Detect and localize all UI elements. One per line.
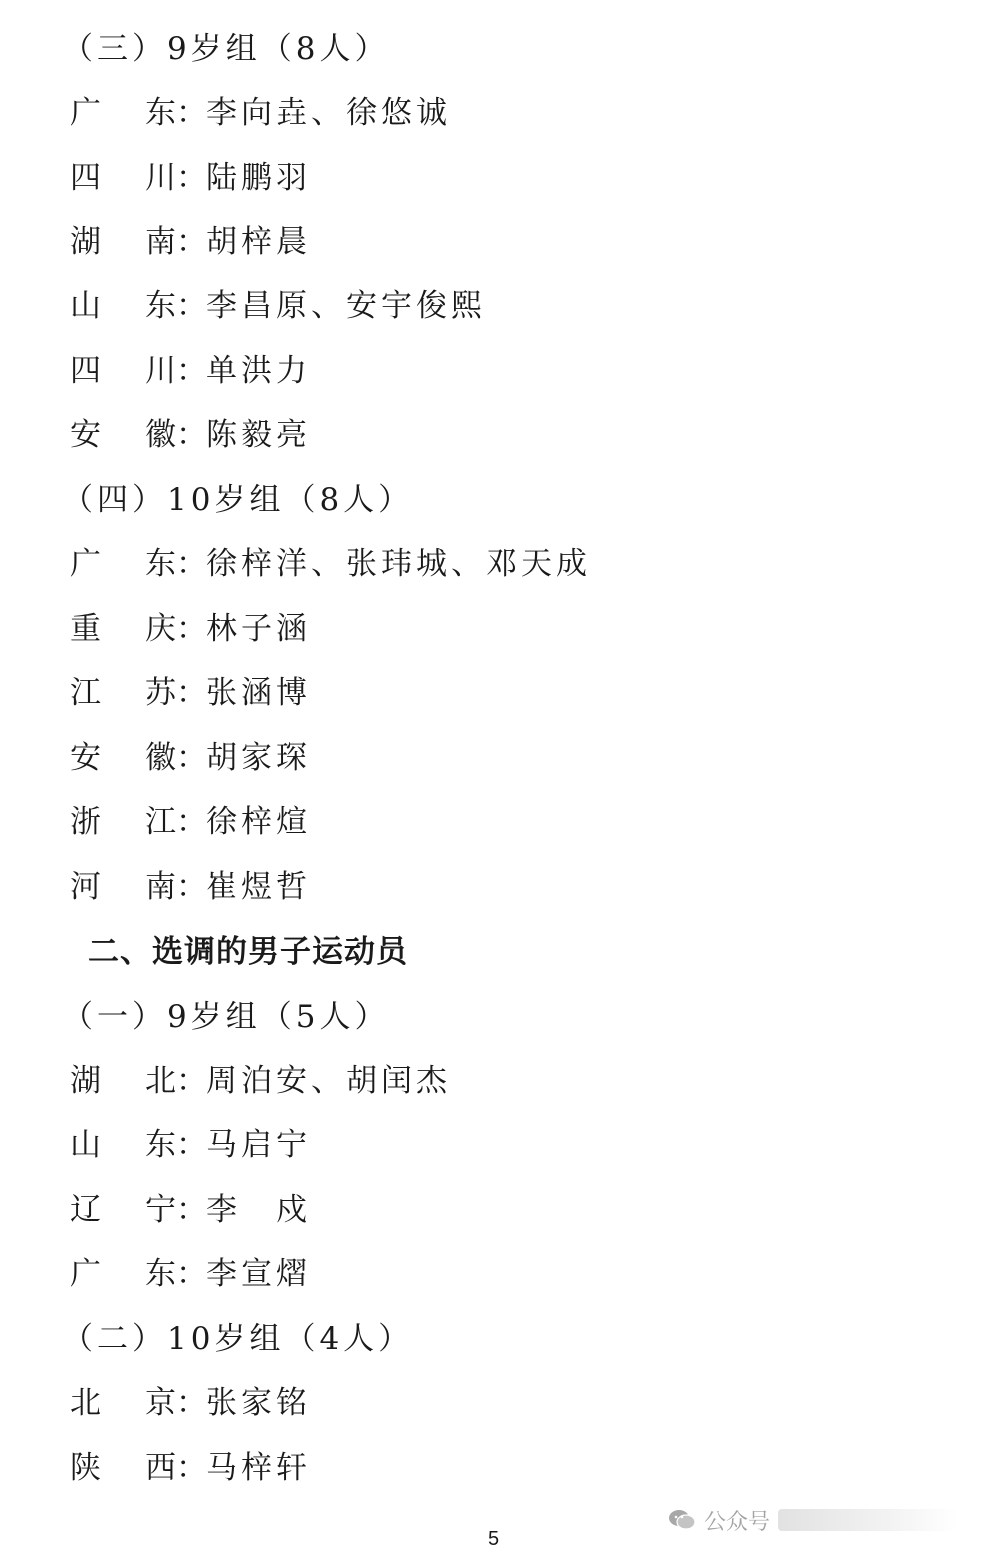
list-item bbox=[62, 1049, 451, 1105]
list-item bbox=[62, 274, 486, 330]
athlete-names: 李宣熠 bbox=[206, 1255, 311, 1292]
section-heading: 二、选调的男子运动员 bbox=[88, 933, 408, 970]
list-item bbox=[62, 855, 311, 911]
athlete-names: 马梓轩 bbox=[206, 1449, 311, 1486]
group-heading: （二）10岁组（4人） bbox=[62, 1320, 414, 1357]
province: 山 东 bbox=[70, 1126, 176, 1163]
page-number: 5 bbox=[487, 1528, 500, 1550]
list-item bbox=[62, 790, 311, 846]
province: 江 苏 bbox=[70, 674, 176, 711]
list-item bbox=[62, 81, 451, 137]
colon: ： bbox=[176, 1126, 207, 1163]
athlete-names: 陆鹏羽 bbox=[206, 159, 311, 196]
list-item bbox=[62, 1178, 311, 1234]
athlete-names: 徐梓洋、张玮城、邓天成 bbox=[206, 545, 591, 582]
colon: ： bbox=[176, 1255, 207, 1292]
list-item bbox=[62, 1113, 311, 1169]
athlete-names: 胡家琛 bbox=[206, 739, 311, 776]
list-item bbox=[62, 403, 311, 459]
athlete-names: 李昌原、安宇俊熙 bbox=[206, 287, 486, 324]
colon: ： bbox=[176, 352, 207, 389]
colon: ： bbox=[176, 416, 207, 453]
province: 重 庆 bbox=[70, 610, 176, 647]
province: 广 东 bbox=[70, 94, 176, 131]
group-heading: （三）9岁组（8人） bbox=[62, 30, 390, 67]
colon: ： bbox=[176, 1062, 207, 1099]
athlete-names: 单洪力 bbox=[206, 352, 311, 389]
colon: ： bbox=[176, 803, 207, 840]
athlete-names: 周泊安、胡闰杰 bbox=[206, 1062, 451, 1099]
athlete-names: 张涵博 bbox=[206, 674, 311, 711]
province: 四 川 bbox=[70, 352, 176, 389]
group-heading: （四）10岁组（8人） bbox=[62, 481, 414, 518]
province: 陕 西 bbox=[70, 1449, 176, 1486]
colon: ： bbox=[176, 1191, 207, 1228]
list-item bbox=[62, 146, 311, 202]
list-item bbox=[62, 597, 311, 653]
athlete-names: 李向垚、徐悠诚 bbox=[206, 94, 451, 131]
watermark-text: 公众号 bbox=[704, 1509, 771, 1535]
athlete-names: 张家铭 bbox=[206, 1384, 311, 1421]
list-item bbox=[62, 532, 591, 588]
list-item bbox=[62, 210, 311, 266]
list-item bbox=[62, 1242, 311, 1298]
province: 广 东 bbox=[70, 1255, 176, 1292]
colon: ： bbox=[176, 868, 207, 905]
colon: ： bbox=[176, 1384, 207, 1421]
list-item bbox=[62, 661, 311, 717]
athlete-names: 胡梓晨 bbox=[206, 223, 311, 260]
province: 山 东 bbox=[70, 287, 176, 324]
athlete-names: 李 戍 bbox=[206, 1191, 311, 1228]
list-item bbox=[62, 339, 311, 395]
province: 湖 北 bbox=[70, 1062, 176, 1099]
colon: ： bbox=[176, 674, 207, 711]
province: 北 京 bbox=[70, 1384, 176, 1421]
athlete-names: 林子涵 bbox=[206, 610, 311, 647]
colon: ： bbox=[176, 94, 207, 131]
colon: ： bbox=[176, 1449, 207, 1486]
colon: ： bbox=[176, 159, 207, 196]
colon: ： bbox=[176, 223, 207, 260]
colon: ： bbox=[176, 545, 207, 582]
athlete-names: 马启宁 bbox=[206, 1126, 311, 1163]
list-item bbox=[62, 726, 311, 782]
province: 辽 宁 bbox=[70, 1191, 176, 1228]
athlete-names: 崔煜哲 bbox=[206, 868, 311, 905]
group-heading: （一）9岁组（5人） bbox=[62, 998, 390, 1035]
list-item bbox=[62, 1436, 311, 1492]
province: 广 东 bbox=[70, 545, 176, 582]
colon: ： bbox=[176, 287, 207, 324]
province: 四 川 bbox=[70, 159, 176, 196]
athlete-names: 陈毅亮 bbox=[206, 416, 311, 453]
colon: ： bbox=[176, 739, 207, 776]
list-item bbox=[62, 1371, 311, 1427]
province: 浙 江 bbox=[70, 803, 176, 840]
province: 河 南 bbox=[70, 868, 176, 905]
athlete-names: 徐梓煊 bbox=[206, 803, 311, 840]
province: 安 徽 bbox=[70, 739, 176, 776]
province: 安 徽 bbox=[70, 416, 176, 453]
colon: ： bbox=[176, 610, 207, 647]
province: 湖 南 bbox=[70, 223, 176, 260]
